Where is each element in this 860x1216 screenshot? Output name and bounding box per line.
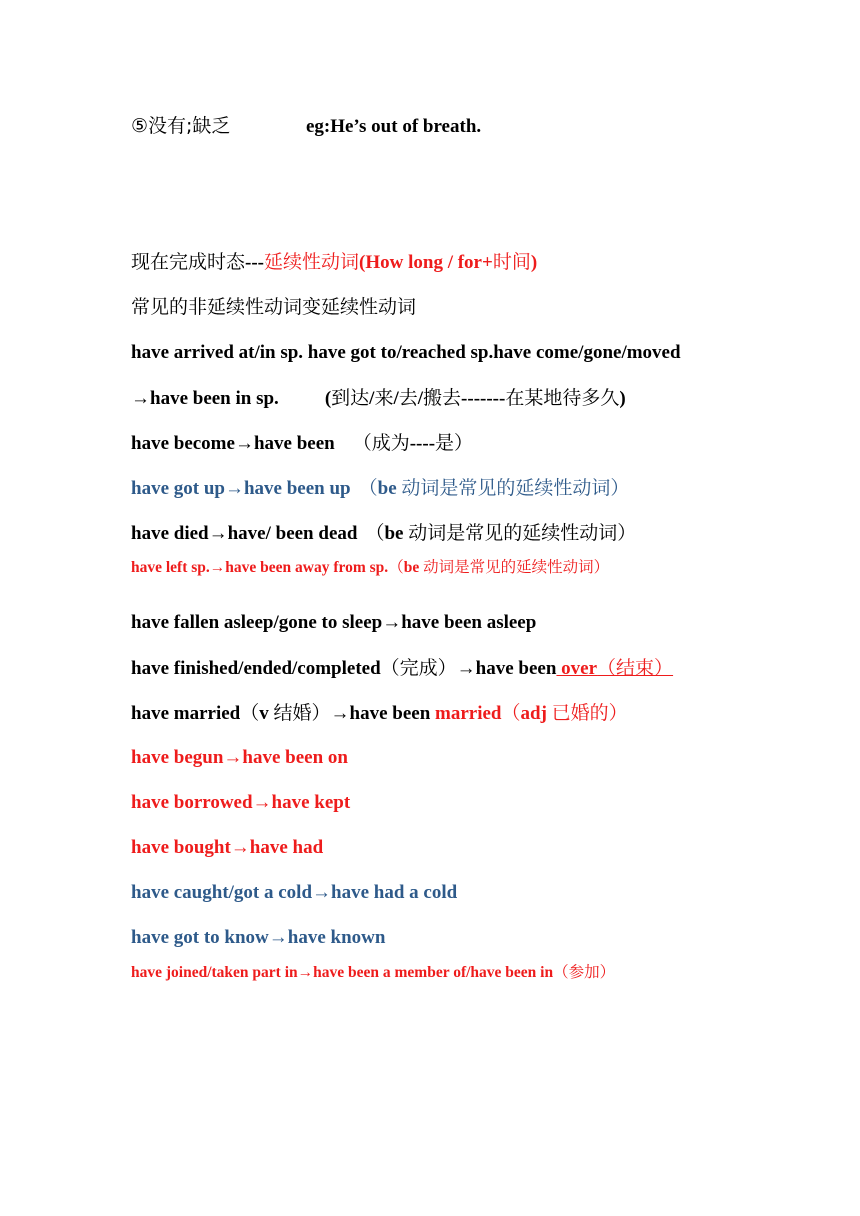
cjk-part: 到达 (331, 387, 370, 409)
dashes: ---- (409, 433, 436, 454)
rule-line-fallen-asleep (131, 611, 536, 635)
cjk-part: 去 (398, 387, 418, 409)
cjk-part: （完成） (380, 657, 457, 679)
cjk-part: 是） (435, 432, 474, 454)
paren-open: （ (365, 522, 385, 544)
cjk-red-underlined: （结束） (597, 657, 674, 679)
rule-line-finished (131, 656, 673, 681)
cjk-part: （参加） (553, 963, 616, 981)
cjk-part: 来 (374, 387, 394, 409)
cjk-part: 动词是常见的延续性动词） (401, 477, 630, 499)
heading-red-paren: ) (530, 252, 538, 273)
meaning-line-5 (131, 114, 481, 139)
cjk-part: 动词是常见的延续性动词） (423, 558, 610, 576)
paren-close: ) (619, 388, 626, 409)
example-sentence: eg:He’s out of breath. (305, 116, 482, 137)
over-text: over (556, 658, 598, 679)
heading-red-cjk: 延续性动词 (264, 251, 360, 273)
cjk-part: 在某地待多久 (505, 387, 620, 409)
meaning-text: ⑤没有;缺乏 (131, 115, 231, 137)
married-text: married (435, 703, 502, 724)
rule-line-got-to-know (131, 926, 385, 950)
rule-line-borrowed (131, 791, 350, 815)
adj-text: adj (520, 703, 552, 724)
rule-line-married (131, 701, 628, 726)
rule-text: have got up→have been up (131, 478, 351, 499)
slash: / (417, 388, 424, 409)
paren-open: （ (358, 477, 378, 499)
section-heading (131, 250, 537, 275)
rule-text: have arrived at/in sp. have got to/reached sp.have come/gone/moved (131, 342, 681, 363)
paren-open-red: （ (501, 702, 521, 724)
rule-line-bought (131, 836, 323, 860)
rule-text: →have been in sp. (131, 388, 279, 409)
cjk-part: （成为 (352, 432, 410, 454)
rule-text: have got to know→have known (131, 927, 386, 948)
heading-red-cjk-2: 时间 (492, 251, 531, 273)
rule-line-arrived (131, 341, 681, 365)
cjk-part: 结婚） (273, 702, 331, 724)
v-text: v (259, 703, 274, 724)
rule-line-died (131, 521, 636, 546)
dashes: ------- (461, 388, 506, 409)
rule-text: have begun→have been on (131, 747, 348, 768)
rule-line-left (131, 557, 609, 578)
subheading (131, 295, 416, 320)
paren-open: ( (324, 388, 332, 409)
rule-line-caught-cold (131, 881, 457, 905)
rule-line-got-up (131, 476, 629, 501)
rule-line-joined (131, 962, 615, 983)
rule-text: have fallen asleep/gone to sleep→have been asleep (131, 612, 537, 633)
cjk-part: 搬去 (423, 387, 462, 409)
be-text: be (377, 478, 402, 499)
rule-text: have left sp.→have been away from sp. (131, 559, 389, 576)
rule-text-2: →have been (330, 703, 436, 724)
be-text: be (403, 559, 424, 576)
slash: / (393, 388, 399, 409)
rule-text: have married (131, 703, 241, 724)
subheading-text: 常见的非延续性动词变延续性动词 (131, 296, 417, 318)
rule-line-begun (131, 746, 348, 770)
rule-text: have caught/got a cold→have had a cold (131, 882, 458, 903)
rule-text: have bought→have had (131, 837, 324, 858)
rule-text-2: →have been (456, 658, 557, 679)
cjk-part: 动词是常见的延续性动词） (408, 522, 637, 544)
rule-text: have become→have been (131, 433, 335, 454)
cjk-red-part: 已婚的） (551, 702, 628, 724)
heading-text: 现在完成时态 (131, 251, 246, 273)
rule-text: have borrowed→have kept (131, 792, 351, 813)
slash: / (369, 388, 375, 409)
heading-dashes: --- (245, 252, 264, 273)
rule-text: have joined/taken part in→have been a member of/have been in (131, 964, 554, 981)
be-text: be (384, 523, 409, 544)
rule-text: have finished/ended/completed (131, 658, 381, 679)
rule-line-been-in (131, 386, 626, 411)
paren-open: （ (388, 558, 404, 576)
rule-line-become (131, 431, 473, 456)
rule-text: have died→have/ been dead (131, 523, 358, 544)
paren-open: （ (240, 702, 260, 724)
heading-red-text: (How long / for+ (359, 252, 493, 273)
